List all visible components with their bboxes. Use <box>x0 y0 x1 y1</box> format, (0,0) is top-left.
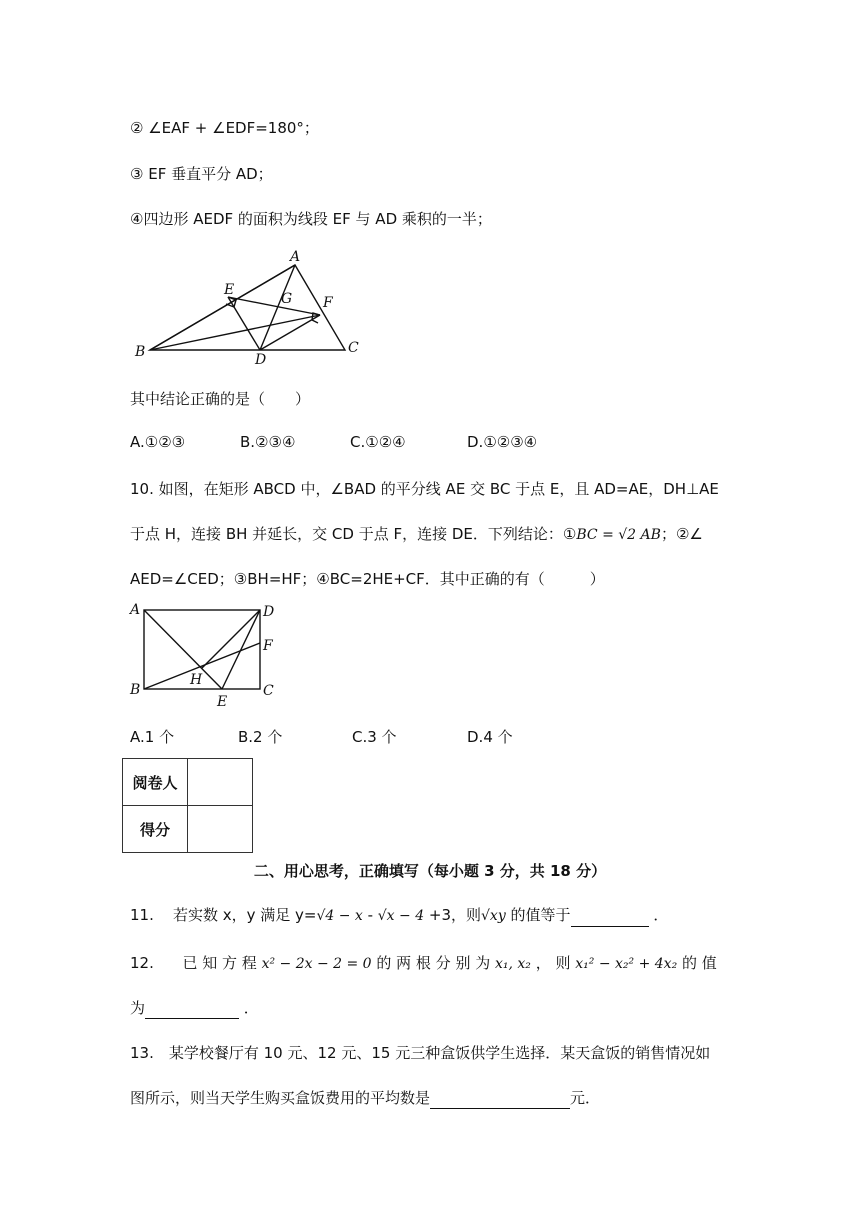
q11-root-1: √4 − x <box>316 908 363 924</box>
conclusion-2: ② ∠EAF + ∠EDF=180°； <box>130 119 319 137</box>
q13-unit: 元． <box>570 1089 601 1107</box>
q9-question: 其中结论正确的是（ ） <box>130 390 311 408</box>
q12-answer-blank[interactable] <box>145 1002 239 1019</box>
label-B: B <box>135 344 146 360</box>
score-label: 得分 <box>123 806 188 853</box>
score-cell[interactable] <box>188 806 253 853</box>
q9-options <box>130 433 690 455</box>
q13-text: 图所示，则当天学生购买盒饭费用的平均数是 <box>130 1089 431 1107</box>
q13-line-1: 13. 某学校餐厅有 10 元、12 元、15 元三种盒饭供学生选择．某天盒饭的销售情况如 <box>130 1044 711 1062</box>
q10-line-2-tail: ；②∠ <box>660 525 703 543</box>
q11 <box>130 904 668 927</box>
q11-number: 11. <box>130 906 154 924</box>
q13-line-2 <box>130 1087 600 1109</box>
conclusion-3: ③ EF 垂直平分 AD； <box>130 165 273 183</box>
q10-line-2 <box>130 523 703 546</box>
label-F: F <box>323 295 333 311</box>
label-F: F <box>263 638 273 654</box>
q12-roots: x₁, x₂ <box>495 956 531 972</box>
q12-line-1 <box>130 952 730 975</box>
reviewer-cell[interactable] <box>188 759 253 806</box>
label-H: H <box>190 672 203 688</box>
label-B: B <box>130 682 141 698</box>
q12-text-b: 的 两 根 分 别 为 <box>376 954 491 972</box>
q10-line-3: AED=∠CED；③BH=HF；④BC=2HE+CF．其中正确的有（ ） <box>130 570 605 588</box>
q10-options <box>130 726 690 748</box>
q10-option-d: D.4 个 <box>467 728 513 746</box>
q11-root-3: √xy <box>481 908 506 924</box>
figure-q10-rectangle <box>128 600 288 712</box>
q11-period: ． <box>653 906 669 924</box>
q9-option-c: C.①②④ <box>350 433 406 451</box>
reviewer-label: 阅卷人 <box>123 759 188 806</box>
figure-q9-triangle <box>128 245 368 370</box>
q11-text-c: +3，则 <box>424 906 482 924</box>
q10-option-c: C.3 个 <box>352 728 397 746</box>
label-G: G <box>281 291 293 307</box>
label-C: C <box>348 340 359 356</box>
q9-option-b: B.②③④ <box>240 433 296 451</box>
q12-wei: 为 <box>130 999 146 1017</box>
label-A: A <box>290 249 301 265</box>
q12-expression: x₁² − x₂² + 4x₂ <box>575 956 678 972</box>
q9-option-d: D.①②③④ <box>467 433 538 451</box>
score-table <box>122 758 253 853</box>
q9-option-a: A.①②③ <box>130 433 186 451</box>
label-A: A <box>130 602 141 618</box>
label-C: C <box>263 683 274 699</box>
q12-equation: x² − 2x − 2 = 0 <box>261 956 372 972</box>
q11-text-b: - <box>362 906 378 924</box>
q11-root-2: √x − 4 <box>377 908 425 924</box>
q10-option-a: A.1 个 <box>130 728 175 746</box>
q11-answer-blank[interactable] <box>571 910 649 927</box>
q12-text-c: ， 则 <box>535 954 571 972</box>
q10-line-2-text: 于点 H，连接 BH 并延长，交 CD 于点 F，连接 DE．下列结论：① <box>130 525 577 543</box>
q10-line-1: 10. 如图，在矩形 ABCD 中，∠BAD 的平分线 AE 交 BC 于点 E，且 AD=AE，DH⊥AE <box>130 480 719 498</box>
section-title: 二、用心思考，正确填写（每小题 3 分，共 18 分） <box>253 862 607 880</box>
q12-line-2 <box>130 997 259 1019</box>
label-E: E <box>224 282 235 298</box>
q12-text-d: 的 值 <box>681 954 717 972</box>
label-D: D <box>255 352 267 368</box>
q12-number: 12. <box>130 954 154 972</box>
conclusion-4: ④四边形 AEDF 的面积为线段 EF 与 AD 乘积的一半； <box>130 210 492 228</box>
q11-text-a: 若实数 x，y 满足 y= <box>172 906 317 924</box>
q12-period: ． <box>243 999 259 1017</box>
label-D: D <box>263 604 275 620</box>
label-E: E <box>217 694 228 710</box>
q11-text-d: 的值等于 <box>505 906 571 924</box>
q10-math-bc: BC = √2 AB <box>576 527 661 543</box>
q10-option-b: B.2 个 <box>238 728 283 746</box>
q12-text-a: 已 知 方 程 <box>182 954 257 972</box>
q13-answer-blank[interactable] <box>430 1092 570 1109</box>
